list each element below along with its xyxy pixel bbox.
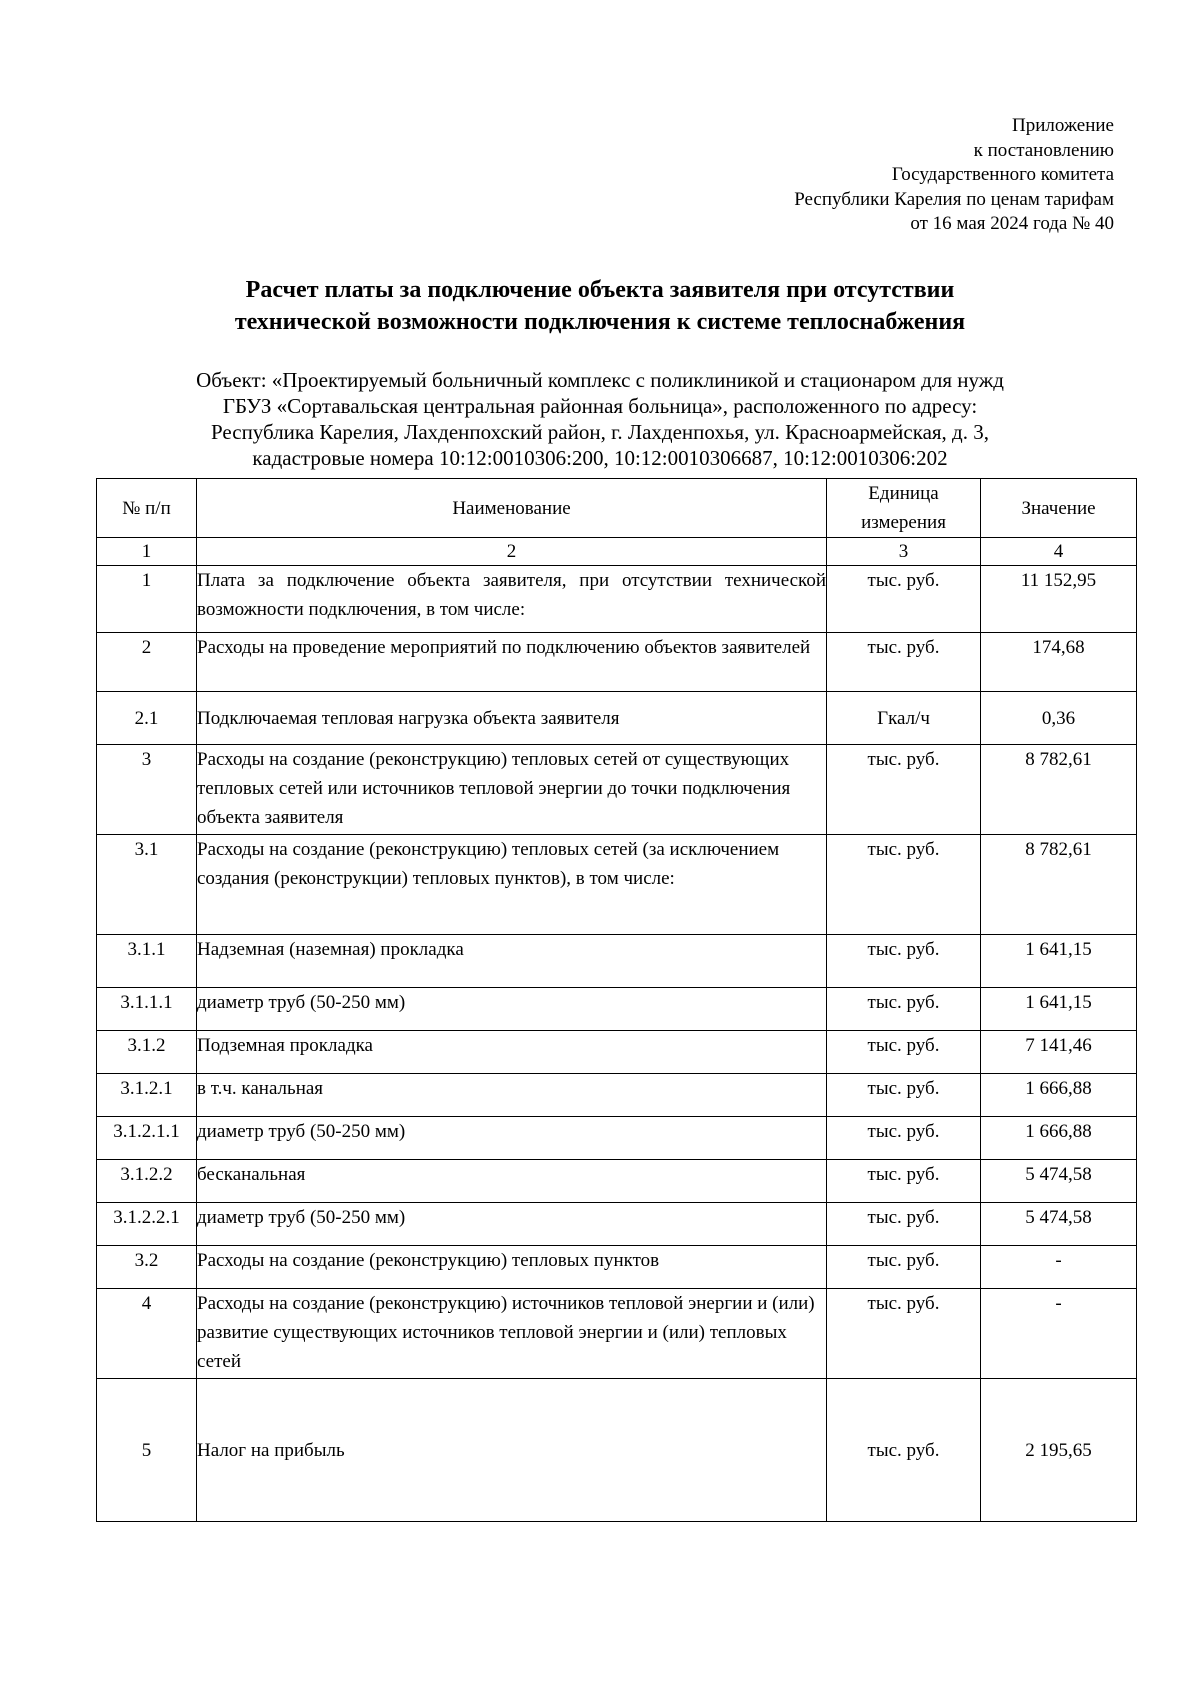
row-name: Расходы на создание (реконструкцию) тепловых сетей (за исключением создания (реконструкции) тепловых пунктов), в том числе: [197,835,827,935]
row-number: 3 [97,745,197,835]
row-value: 11 152,95 [981,566,1137,633]
row-unit: тыс. руб. [827,1074,981,1117]
row-value: 1 641,15 [981,935,1137,988]
row-name: Расходы на создание (реконструкцию) источников тепловой энергии и (или) развитие существующих источников тепловой энергии и (или) тепловых сетей [197,1289,827,1379]
header-unit [827,479,981,538]
row-value: - [981,1246,1137,1289]
row-unit: тыс. руб. [827,566,981,633]
row-name: диаметр труб (50-250 мм) [197,1203,827,1246]
row-number: 3.1.1.1 [97,988,197,1031]
appendix-line: Приложение [1012,115,1114,136]
row-value: 0,36 [981,692,1137,745]
row-number: 5 [97,1379,197,1522]
row-name: диаметр труб (50-250 мм) [197,988,827,1031]
row-number: 3.1.2.2.1 [97,1203,197,1246]
row-name: Надземная (наземная) прокладка [197,935,827,988]
table-header-row [97,479,1137,538]
row-number: 3.1.2.1.1 [97,1117,197,1160]
table-row [97,633,1137,692]
row-unit: тыс. руб. [827,935,981,988]
row-value: - [981,1289,1137,1379]
appendix-line: Республики Карелия по ценам тарифам [794,188,1114,210]
row-name: Подземная прокладка [197,1031,827,1074]
row-name: Подключаемая тепловая нагрузка объекта заявителя [197,692,827,745]
column-number: 3 [827,538,981,566]
row-number: 3.1.2 [97,1031,197,1074]
row-name: в т.ч. канальная [197,1074,827,1117]
row-name: диаметр труб (50-250 мм) [197,1117,827,1160]
row-number: 3.1.2.1 [97,1074,197,1117]
row-unit: тыс. руб. [827,1289,981,1379]
row-number: 2 [97,633,197,692]
row-number: 2.1 [97,692,197,745]
table-row [97,1074,1137,1117]
row-unit: тыс. руб. [827,988,981,1031]
title-line: технической возможности подключения к системе теплоснабжения [234,309,966,335]
appendix-line: к постановлению [973,139,1114,161]
row-unit: тыс. руб. [827,1379,981,1522]
object-line: Объект: «Проектируемый больничный комплекс с поликлиникой и стационаром для нужд [196,368,1004,392]
table-row [97,1160,1137,1203]
row-unit: тыс. руб. [827,1117,981,1160]
table-row [97,935,1137,988]
row-number: 4 [97,1289,197,1379]
row-unit: тыс. руб. [827,1031,981,1074]
column-number: 2 [197,538,827,566]
row-unit: тыс. руб. [827,1246,981,1289]
row-value: 2 195,65 [981,1379,1137,1522]
table-row [97,566,1137,633]
object-line: Республика Карелия, Лахденпохский район, г. Лахденпохья, ул. Красноармейская, д. 3, [211,420,989,444]
row-unit: тыс. руб. [827,1203,981,1246]
row-name: Расходы на проведение мероприятий по подключению объектов заявителей [197,633,827,692]
table-row [97,1246,1137,1289]
table-row [97,1203,1137,1246]
object-line: кадастровые номера 10:12:0010306:200, 10:12:0010306687, 10:12:0010306:202 [252,446,948,470]
object-line: ГБУЗ «Сортавальская центральная районная больница», расположенного по адресу: [222,394,978,418]
row-value: 174,68 [981,633,1137,692]
row-value: 5 474,58 [981,1203,1137,1246]
row-number: 3.1.2.2 [97,1160,197,1203]
appendix-line: от 16 мая 2024 года № 40 [910,213,1114,234]
row-value: 8 782,61 [981,745,1137,835]
row-name: бесканальная [197,1160,827,1203]
header-unit-line1: Единица [868,483,939,504]
row-unit: тыс. руб. [827,835,981,935]
table-row [97,1117,1137,1160]
document-title [0,274,1200,338]
table-row [97,692,1137,745]
row-number: 3.1 [97,835,197,935]
table-row [97,1031,1137,1074]
row-value: 7 141,46 [981,1031,1137,1074]
row-name: Плата за подключение объекта заявителя, при отсутствии технической возможности подключения, в том числе: [197,566,827,633]
row-name: Налог на прибыль [197,1379,827,1522]
row-value: 5 474,58 [981,1160,1137,1203]
row-unit: тыс. руб. [827,633,981,692]
table-row [97,835,1137,935]
row-number: 3.1.1 [97,935,197,988]
header-value: Значение [981,479,1137,538]
calculation-table [96,478,1137,1522]
appendix-block [794,114,1114,237]
table-row [97,745,1137,835]
row-unit: тыс. руб. [827,1160,981,1203]
table-row [97,1289,1137,1379]
object-description [0,367,1200,471]
row-unit: тыс. руб. [827,745,981,835]
row-name: Расходы на создание (реконструкцию) тепловых пунктов [197,1246,827,1289]
row-unit: Гкал/ч [827,692,981,745]
row-number: 3.2 [97,1246,197,1289]
header-unit-line2: измерения [861,512,946,533]
column-number: 1 [97,538,197,566]
title-line: Расчет платы за подключение объекта заявителя при отсутствии [245,277,955,303]
row-name: Расходы на создание (реконструкцию) тепловых сетей от существующих тепловых сетей или источников тепловой энергии до точки подключения объекта заявителя [197,745,827,835]
header-number: № п/п [97,479,197,538]
table-row [97,1379,1137,1522]
row-value: 1 666,88 [981,1074,1137,1117]
row-value: 1 666,88 [981,1117,1137,1160]
row-number: 1 [97,566,197,633]
column-number-row [97,538,1137,566]
column-number: 4 [981,538,1137,566]
row-value: 1 641,15 [981,988,1137,1031]
table-row [97,988,1137,1031]
appendix-line: Государственного комитета [891,164,1114,185]
row-value: 8 782,61 [981,835,1137,935]
header-name: Наименование [197,479,827,538]
